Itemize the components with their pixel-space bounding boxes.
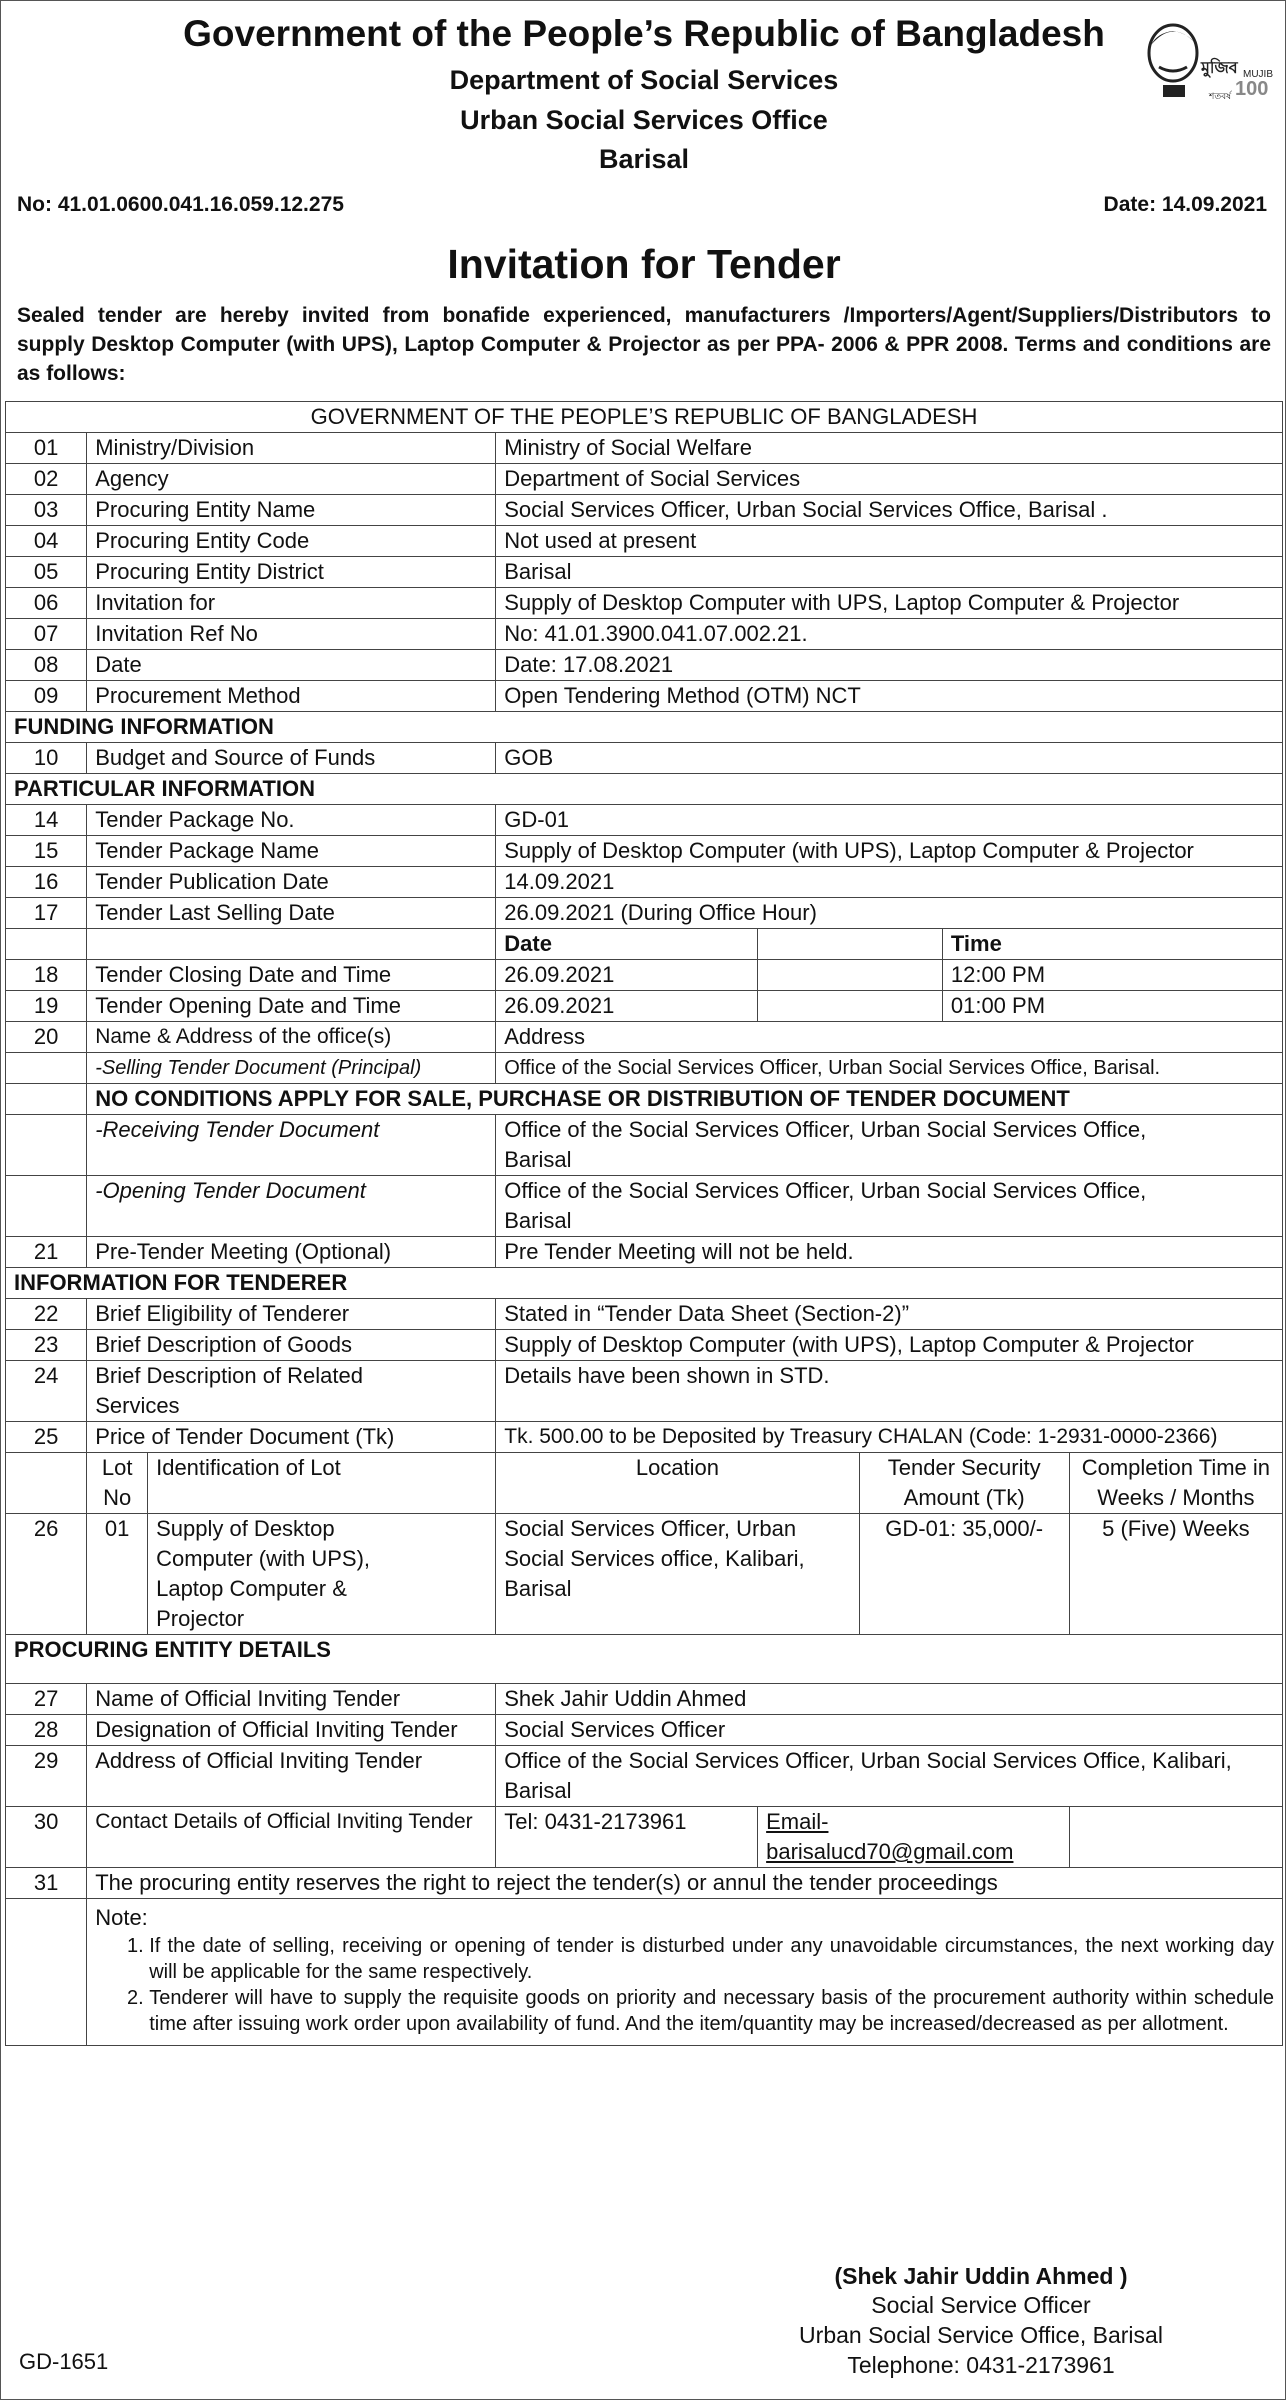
row-number: 31 bbox=[6, 1868, 87, 1899]
lot-identification: Supply of Desktop Computer (with UPS), Laptop Computer & Projector bbox=[148, 1514, 496, 1635]
row-label: Contact Details of Official Inviting Tender bbox=[87, 1807, 496, 1868]
table-row bbox=[6, 557, 1283, 588]
row-label: Name & Address of the office(s) bbox=[87, 1022, 496, 1053]
city-name: Barisal bbox=[598, 144, 690, 174]
table-row bbox=[6, 1361, 1283, 1422]
row-value: Office of the Social Services Officer, Urban Social Services Office, Kalibari, Barisal bbox=[496, 1746, 1283, 1807]
table-row bbox=[6, 464, 1283, 495]
row-value: Social Services Officer bbox=[496, 1715, 1283, 1746]
row-value: Address bbox=[496, 1022, 1283, 1053]
row-value: Social Services Officer, Urban Social Services Office, Barisal . bbox=[496, 495, 1283, 526]
note-title: Note: bbox=[95, 1905, 148, 1930]
row-value: Date: 17.08.2021 bbox=[496, 650, 1283, 681]
row-number: 16 bbox=[6, 867, 87, 898]
note-item: 1. If the date of selling, receiving or opening of tender is disturbed under any unavoidable circumstances, the next working day will be applicable for the same respectively. bbox=[149, 1933, 1274, 1985]
lot-security-amount: GD-01: 35,000/- bbox=[859, 1514, 1069, 1635]
row-number: 18 bbox=[6, 960, 87, 991]
row-label: Ministry/Division bbox=[87, 433, 496, 464]
row-number: 02 bbox=[6, 464, 87, 495]
row-value: Details have been shown in STD. bbox=[496, 1361, 1283, 1422]
row-label: Procuring Entity Code bbox=[87, 526, 496, 557]
row-label: Brief Description of Related Services bbox=[87, 1361, 496, 1422]
receiving-document-label: -Receiving Tender Document bbox=[87, 1115, 496, 1176]
row-number: 08 bbox=[6, 650, 87, 681]
row-label: Tender Opening Date and Time bbox=[87, 991, 496, 1022]
row-label: Procuring Entity District bbox=[87, 557, 496, 588]
row-value: Supply of Desktop Computer (with UPS), Laptop Computer & Projector bbox=[496, 1330, 1283, 1361]
svg-text:100: 100 bbox=[1235, 78, 1269, 100]
table-row bbox=[6, 588, 1283, 619]
selling-document-label: -Selling Tender Document (Principal) bbox=[87, 1053, 496, 1084]
row-number: 27 bbox=[6, 1684, 87, 1715]
row-value: 14.09.2021 bbox=[496, 867, 1283, 898]
row-value: Department of Social Services bbox=[496, 464, 1283, 495]
gd-code: GD-1651 bbox=[19, 2349, 109, 2374]
row-number: 17 bbox=[6, 898, 87, 929]
row-label: Tender Package Name bbox=[87, 836, 496, 867]
svg-text:মুজিব: মুজিব bbox=[1201, 60, 1238, 77]
receiving-document-office: Office of the Social Services Officer, Urban Social Services Office, Barisal bbox=[496, 1115, 1283, 1176]
row-label: Date bbox=[87, 650, 496, 681]
notes-row bbox=[6, 1899, 1283, 2046]
row-number: 04 bbox=[6, 526, 87, 557]
table-row bbox=[6, 1684, 1283, 1715]
table-row bbox=[6, 1115, 1283, 1176]
office-name: Urban Social Services Office bbox=[460, 105, 828, 135]
lot-location: Social Services Officer, Urban Social Services office, Kalibari, Barisal bbox=[496, 1514, 859, 1635]
table-row bbox=[6, 867, 1283, 898]
reference-date: Date: 14.09.2021 bbox=[1103, 193, 1267, 216]
security-header: Tender Security Amount (Tk) bbox=[859, 1453, 1069, 1514]
row-number: 29 bbox=[6, 1746, 87, 1807]
table-row bbox=[6, 805, 1283, 836]
lot-number: 01 bbox=[87, 1514, 148, 1635]
table-row bbox=[6, 1868, 1283, 1899]
tender-details-table bbox=[5, 401, 1283, 2046]
banner-cell: GOVERNMENT OF THE PEOPLE’S REPUBLIC OF BANGLADESH bbox=[6, 402, 1283, 433]
completion-header: Completion Time in Weeks / Months bbox=[1069, 1453, 1282, 1514]
row-number: 07 bbox=[6, 619, 87, 650]
invitation-title: Invitation for Tender bbox=[447, 241, 841, 287]
table-row bbox=[6, 898, 1283, 929]
location-header: Location bbox=[496, 1453, 859, 1514]
row-number: 09 bbox=[6, 681, 87, 712]
row-value: Ministry of Social Welfare bbox=[496, 433, 1283, 464]
table-row bbox=[6, 1299, 1283, 1330]
row-number: 03 bbox=[6, 495, 87, 526]
government-title: Government of the People’s Republic of Bangladesh bbox=[183, 13, 1105, 54]
row-value: Stated in “Tender Data Sheet (Section-2)” bbox=[496, 1299, 1283, 1330]
signatory-telephone: Telephone: 0431-2173961 bbox=[847, 2352, 1115, 2378]
no-conditions-row bbox=[6, 1084, 1283, 1115]
table-row bbox=[6, 836, 1283, 867]
tenderer-heading: INFORMATION FOR TENDERER bbox=[6, 1268, 1283, 1299]
procuring-heading: PROCURING ENTITY DETAILS bbox=[6, 1635, 1283, 1684]
department-name: Department of Social Services bbox=[449, 65, 839, 95]
table-row bbox=[6, 1715, 1283, 1746]
row-label: Invitation for bbox=[87, 588, 496, 619]
row-label: Pre-Tender Meeting (Optional) bbox=[87, 1237, 496, 1268]
table-row bbox=[6, 960, 1283, 991]
table-row bbox=[6, 1022, 1283, 1053]
funding-heading: FUNDING INFORMATION bbox=[6, 712, 1283, 743]
row-number: 19 bbox=[6, 991, 87, 1022]
svg-text:MUJIB: MUJIB bbox=[1243, 69, 1273, 80]
identification-header: Identification of Lot bbox=[148, 1453, 496, 1514]
table-row bbox=[6, 433, 1283, 464]
row-number: 21 bbox=[6, 1237, 87, 1268]
opening-document-label: -Opening Tender Document bbox=[87, 1176, 496, 1237]
reference-number: No: 41.01.0600.041.16.059.12.275 bbox=[17, 193, 344, 216]
row-value: 26.09.2021 (During Office Hour) bbox=[496, 898, 1283, 929]
signatory-office: Urban Social Service Office, Barisal bbox=[799, 2322, 1163, 2348]
reservation-statement: The procuring entity reserves the right to reject the tender(s) or annul the tender proceedings bbox=[87, 1868, 1283, 1899]
opening-document-office: Office of the Social Services Officer, Urban Social Services Office, Barisal bbox=[496, 1176, 1283, 1237]
lot-no-header: Lot No bbox=[87, 1453, 148, 1514]
opening-date: 26.09.2021 bbox=[496, 991, 758, 1022]
lot-row bbox=[6, 1514, 1283, 1635]
row-label: Tender Publication Date bbox=[87, 867, 496, 898]
time-column-header: Time bbox=[942, 929, 1282, 960]
table-row bbox=[6, 1237, 1283, 1268]
row-label: Budget and Source of Funds bbox=[87, 743, 496, 774]
date-time-header-row bbox=[6, 929, 1283, 960]
row-label: Brief Description of Goods bbox=[87, 1330, 496, 1361]
row-label: Address of Official Inviting Tender bbox=[87, 1746, 496, 1807]
row-number: 23 bbox=[6, 1330, 87, 1361]
row-number: 24 bbox=[6, 1361, 87, 1422]
table-row bbox=[6, 1746, 1283, 1807]
row-number: 15 bbox=[6, 836, 87, 867]
row-value: Pre Tender Meeting will not be held. bbox=[496, 1237, 1283, 1268]
row-number: 22 bbox=[6, 1299, 87, 1330]
row-label: Invitation Ref No bbox=[87, 619, 496, 650]
row-label: Tender Package No. bbox=[87, 805, 496, 836]
row-number: 20 bbox=[6, 1022, 87, 1053]
row-number: 05 bbox=[6, 557, 87, 588]
row-value: GD-01 bbox=[496, 805, 1283, 836]
mujib-100-logo bbox=[1125, 15, 1275, 107]
closing-date: 26.09.2021 bbox=[496, 960, 758, 991]
contact-email-link[interactable]: Email-barisalucd70@gmail.com bbox=[766, 1809, 1014, 1864]
row-value: Barisal bbox=[496, 557, 1283, 588]
lot-completion-time: 5 (Five) Weeks bbox=[1069, 1514, 1282, 1635]
row-value: GOB bbox=[496, 743, 1283, 774]
closing-time: 12:00 PM bbox=[942, 960, 1282, 991]
row-number: 14 bbox=[6, 805, 87, 836]
section-heading-row bbox=[6, 712, 1283, 743]
row-number: 26 bbox=[6, 1514, 87, 1635]
row-label: Brief Eligibility of Tenderer bbox=[87, 1299, 496, 1330]
signatory-designation: Social Service Officer bbox=[871, 2292, 1091, 2318]
row-value: Open Tendering Method (OTM) NCT bbox=[496, 681, 1283, 712]
row-value: Supply of Desktop Computer with UPS, Laptop Computer & Projector bbox=[496, 588, 1283, 619]
row-label: Procuring Entity Name bbox=[87, 495, 496, 526]
row-number: 06 bbox=[6, 588, 87, 619]
note-item: 2. Tenderer will have to supply the requisite goods on priority and necessary basis of the procurement authority within schedule time after issuing work order upon availability of fund. And the item/quantity may be increased/decreased as per allotment. bbox=[149, 1985, 1274, 2037]
row-value: No: 41.01.3900.041.07.002.21. bbox=[496, 619, 1283, 650]
signatory-name: (Shek Jahir Uddin Ahmed ) bbox=[834, 2263, 1128, 2289]
opening-time: 01:00 PM bbox=[942, 991, 1282, 1022]
row-value: Not used at present bbox=[496, 526, 1283, 557]
row-label: Price of Tender Document (Tk) bbox=[87, 1422, 496, 1453]
row-value: Supply of Desktop Computer (with UPS), Laptop Computer & Projector bbox=[496, 836, 1283, 867]
row-number: 10 bbox=[6, 743, 87, 774]
table-row bbox=[6, 526, 1283, 557]
section-heading-row bbox=[6, 1635, 1283, 1684]
no-conditions-notice: NO CONDITIONS APPLY FOR SALE, PURCHASE OR DISTRIBUTION OF TENDER DOCUMENT bbox=[87, 1084, 1283, 1115]
row-label: Designation of Official Inviting Tender bbox=[87, 1715, 496, 1746]
contact-telephone: Tel: 0431-2173961 bbox=[496, 1807, 758, 1868]
table-row bbox=[6, 1807, 1283, 1868]
row-label: Tender Closing Date and Time bbox=[87, 960, 496, 991]
table-banner-row bbox=[6, 402, 1283, 433]
table-row bbox=[6, 1422, 1283, 1453]
row-label: Name of Official Inviting Tender bbox=[87, 1684, 496, 1715]
table-row bbox=[6, 495, 1283, 526]
section-heading-row bbox=[6, 774, 1283, 805]
notes-block bbox=[95, 1899, 1274, 2045]
particular-heading: PARTICULAR INFORMATION bbox=[6, 774, 1283, 805]
row-number: 25 bbox=[6, 1422, 87, 1453]
row-label: Agency bbox=[87, 464, 496, 495]
table-row bbox=[6, 1330, 1283, 1361]
row-number: 30 bbox=[6, 1807, 87, 1868]
lot-header-row bbox=[6, 1453, 1283, 1514]
row-number: 01 bbox=[6, 433, 87, 464]
table-row bbox=[6, 1053, 1283, 1084]
table-row bbox=[6, 991, 1283, 1022]
table-row bbox=[6, 619, 1283, 650]
table-row bbox=[6, 681, 1283, 712]
row-number: 28 bbox=[6, 1715, 87, 1746]
table-row bbox=[6, 743, 1283, 774]
row-label: Procurement Method bbox=[87, 681, 496, 712]
intro-paragraph: Sealed tender are hereby invited from bonafide experienced, manufacturers /Importers/Agent/Suppliers/Distributors to supply Desktop Computer (with UPS), Laptop Computer & Projector as per PPA- 2006 & PPR 2008. Terms and conditions are as follows: bbox=[17, 304, 1271, 385]
row-value: Tk. 500.00 to be Deposited by Treasury CHALAN (Code: 1-2931-0000-2366) bbox=[496, 1422, 1283, 1453]
svg-text:শতবর্ষ: শতবর্ষ bbox=[1209, 91, 1232, 101]
section-heading-row bbox=[6, 1268, 1283, 1299]
selling-document-office: Office of the Social Services Officer, Urban Social Services Office, Barisal. bbox=[496, 1053, 1283, 1084]
date-column-header: Date bbox=[496, 929, 758, 960]
row-label: Tender Last Selling Date bbox=[87, 898, 496, 929]
table-row bbox=[6, 650, 1283, 681]
row-value: Shek Jahir Uddin Ahmed bbox=[496, 1684, 1283, 1715]
table-row bbox=[6, 1176, 1283, 1237]
